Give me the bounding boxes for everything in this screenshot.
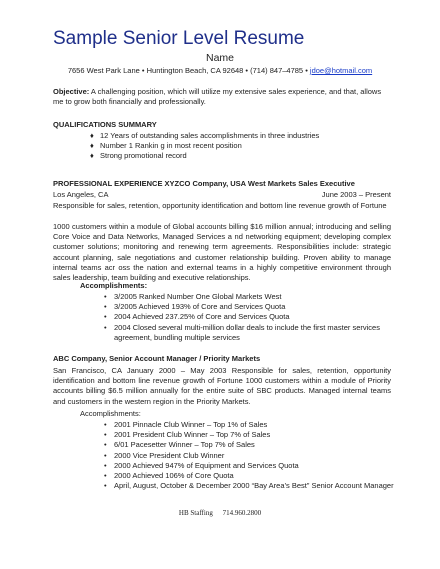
list-item: ♦ Strong promotional record (90, 151, 187, 161)
bullet-icon: • (104, 430, 107, 440)
bullet-icon: • (104, 481, 107, 491)
experience1-dates: June 2003 – Present (321, 190, 391, 199)
experience1-location: Los Angeles, CA (53, 190, 109, 199)
list-item: • 3/2005 Ranked Number One Global Markets West (104, 292, 282, 301)
footer-phone: 714.960.2800 (222, 509, 262, 517)
bullet-icon: • (104, 292, 107, 301)
bullet-icon: • (104, 450, 107, 460)
list-item: • 2000 Achieved 106% of Core Quota (104, 471, 234, 481)
list-item: • 6/01 Pacesetter Winner – Top 7% of Sales (104, 440, 255, 450)
contact-line (0, 66, 440, 75)
bullet-icon: • (104, 460, 107, 470)
list-item: • 3/2005 Achieved 193% of Core and Services Quota (104, 302, 286, 312)
email-link[interactable]: jdoe@hotmail.com (309, 66, 373, 75)
diamond-bullet-icon: ♦ (90, 151, 94, 161)
bullet-icon: • (104, 302, 107, 312)
diamond-bullet-icon: ♦ (90, 141, 94, 151)
list-item: • 2004 Achieved 237.25% of Core and Services Quota (104, 312, 290, 322)
footer-company: HB Staffing (178, 509, 213, 517)
bullet-icon: • (104, 440, 107, 450)
experience1-para1: Responsible for sales, retention, opportunity identification and bottom line revenue growth of Fortune (53, 201, 387, 210)
list-item: • 2000 Achieved 947% of Equipment and Services Quota (104, 460, 299, 470)
experience1-para2: 1000 customers within a module of Global accounts billing $16 million annual; introducing and selling Core Voice and Data Networks, Managed Services a nd networking equipment; developing complex customer solutions; monitoring and renewing term agreements. Responsibilities include: strategic account planning, sale negotiations and customer relationship building. Proven ability to manage internal teams acr oss the nation and external teams in a highly competitive environment through sales leadership, team building and executive relationships. (53, 222, 391, 283)
bullet-icon: • (104, 322, 107, 332)
list-item: • 2000 Vice President Club Winner (104, 450, 225, 460)
bullet-icon: • (104, 420, 107, 429)
experience1-accomplishments-label: Accomplishments: (80, 281, 148, 290)
list-item: ♦ 12 Years of outstanding sales accomplishments in three industries (90, 131, 320, 140)
experience1-heading: PROFESSIONAL EXPERIENCE XYZCO Company, USA West Markets Sales Executive (53, 179, 355, 188)
footer (0, 509, 440, 517)
qualifications-heading: QUALIFICATIONS SUMMARY (53, 120, 157, 129)
experience2-accomplishments-label: Accomplishments: (80, 409, 141, 418)
experience2-accomplishments-list (104, 420, 394, 491)
candidate-name: Name (205, 52, 234, 64)
experience1-location-row (53, 190, 391, 199)
objective (53, 87, 391, 107)
experience1-accomplishments-list (104, 292, 394, 343)
list-item: • 2004 Closed several multi-million dollar deals to include the first master services agreement, bundling multiple services (104, 322, 380, 342)
list-item: • 2001 Pinnacle Club Winner – Top 1% of Sales (104, 420, 268, 429)
experience2-para: San Francisco, CA January 2000 – May 2003 Responsible for sales, retention, opportunity identification and bottom line revenue growth of Fortune 1000 customers within a module of Priority accounts billing $6.5 million annually for the entire suite of SBC products. Managed internal teams and customers in the western region in the Priority Markets. (53, 366, 391, 406)
list-item: ♦ Number 1 Rankin g in most recent position (90, 141, 242, 151)
list-item: • 2001 President Club Winner – Top 7% of Sales (104, 430, 271, 440)
contact-address: 7656 West Park Lane • Huntington Beach, CA 92648 • (714) 847–4785 • (67, 66, 308, 75)
objective-text: A challenging position, which will utilize my extensive sales experience, and that, allows me to grow both financially and professionally. (53, 87, 382, 107)
bullet-icon: • (104, 312, 107, 322)
objective-label: Objective: (53, 87, 90, 96)
bullet-icon: • (104, 471, 107, 481)
experience2-heading: ABC Company, Senior Account Manager / Priority Markets (53, 354, 261, 363)
list-item: • April, August, October & December 2000 “Bay Area’s Best” Senior Account Manager (104, 481, 394, 491)
diamond-bullet-icon: ♦ (90, 131, 94, 140)
qualifications-list (90, 131, 390, 162)
page-title: Sample Senior Level Resume (53, 28, 305, 49)
